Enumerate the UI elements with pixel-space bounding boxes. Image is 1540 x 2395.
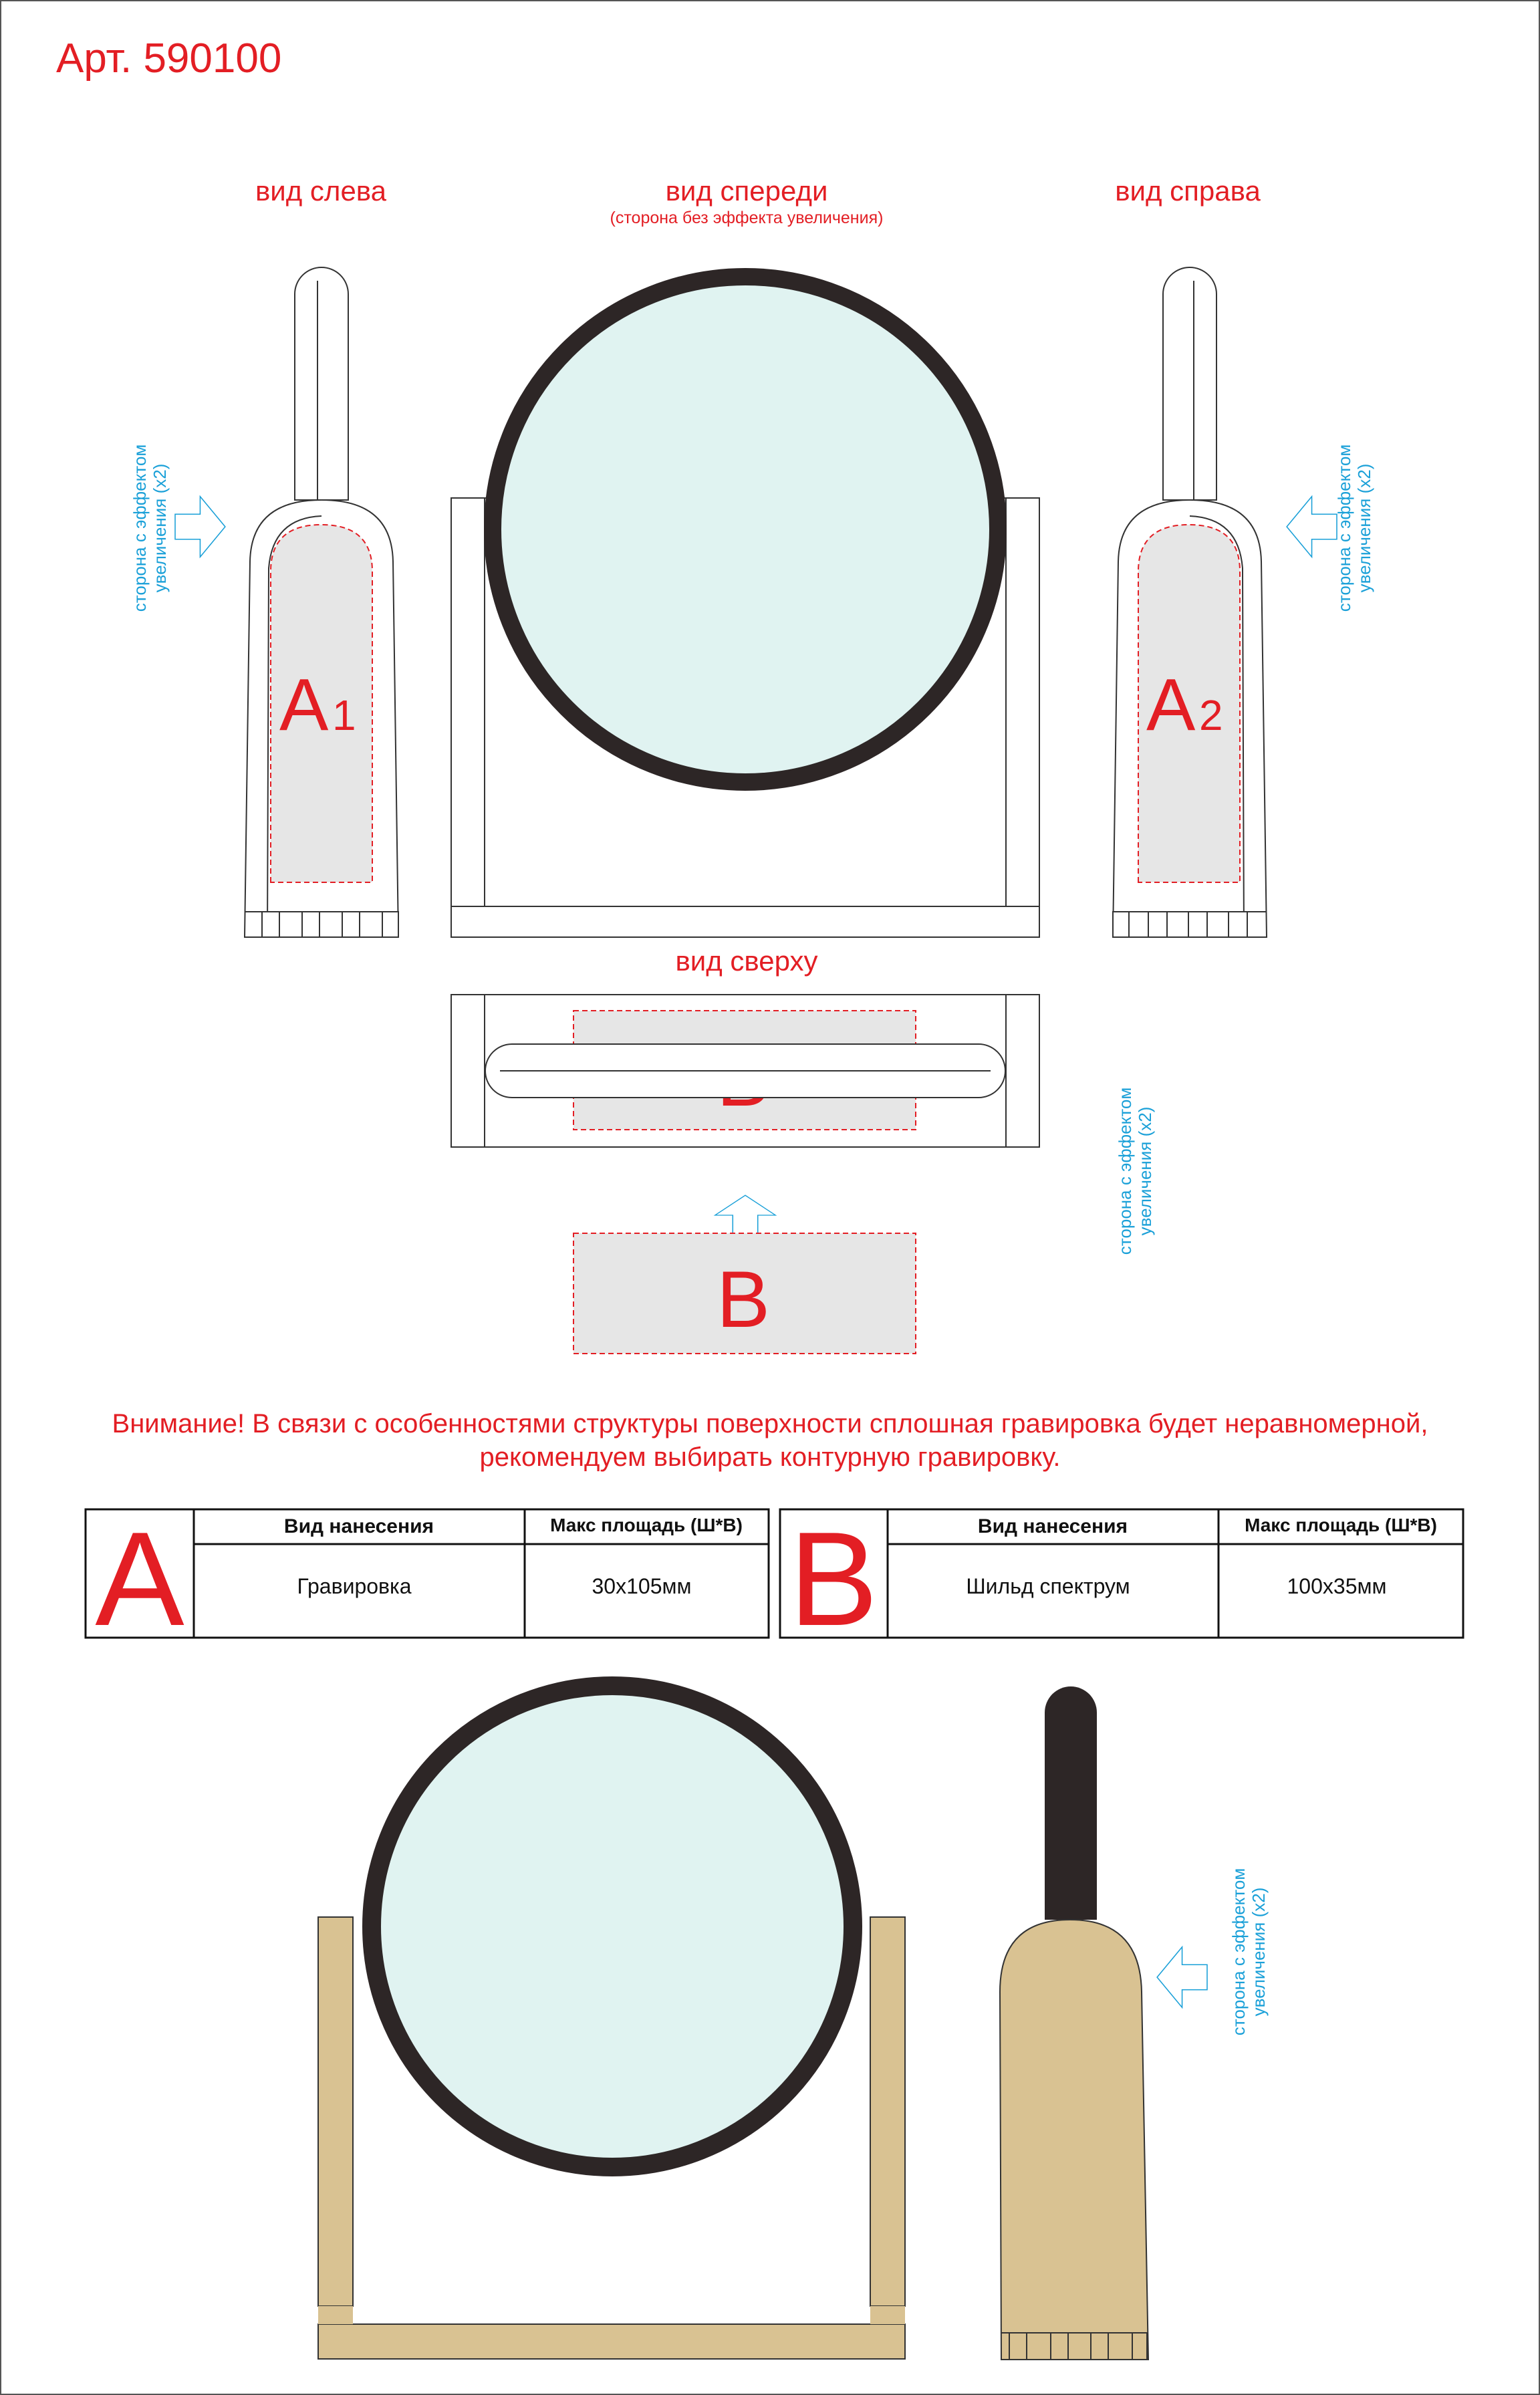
svg-text:увеличения (x2): увеличения (x2)	[1249, 1887, 1269, 2017]
table-b-area: 100x35мм	[1287, 1574, 1387, 1598]
top-magnify-label	[1115, 1088, 1155, 1255]
preview-front-base	[318, 2324, 905, 2359]
zone-a1-index: 1	[332, 691, 356, 739]
top-view-drawing	[451, 995, 1039, 1147]
left-magnify-arrow-icon	[175, 497, 225, 557]
view-front-label: вид спереди	[665, 175, 828, 207]
table-b-col-area: Макс площадь (Ш*В)	[1245, 1515, 1437, 1535]
svg-text:сторона с эффектом: сторона с эффектом	[1229, 1868, 1249, 2036]
zone-a2-index: 2	[1199, 691, 1223, 739]
warning-line-1: Внимание! В связи с особенностями структуры поверхности сплошная гравировка будет неравномерной,	[112, 1409, 1428, 1438]
table-a	[86, 1505, 769, 1654]
preview-side-body	[1000, 1920, 1148, 2360]
preview-front	[318, 1686, 905, 2359]
table-b	[780, 1505, 1463, 1654]
svg-text:сторона с эффектом: сторона с эффектом	[1115, 1087, 1135, 1255]
table-a-col-area: Макс площадь (Ш*В)	[550, 1515, 743, 1535]
svg-text:увеличения (x2): увеличения (x2)	[150, 463, 170, 593]
zone-b-plate-letter: B	[716, 1255, 771, 1344]
right-view-drawing	[1113, 267, 1267, 937]
svg-text:увеличения (x2): увеличения (x2)	[1135, 1106, 1155, 1236]
left-handle	[295, 267, 348, 500]
right-magnify-arrow-icon	[1287, 497, 1337, 557]
left-view-drawing	[245, 267, 398, 937]
view-front-note: (сторона без эффекта увеличения)	[610, 209, 884, 227]
view-left-label: вид слева	[255, 175, 387, 207]
table-b-method: Шильд спектрум	[966, 1574, 1130, 1598]
svg-text:сторона с эффектом: сторона с эффектом	[130, 444, 150, 612]
view-top-label: вид сверху	[675, 945, 818, 977]
plate-b	[573, 1233, 916, 1354]
svg-text:сторона с эффектом: сторона с эффектом	[1334, 444, 1354, 612]
svg-text:увеличения (x2): увеличения (x2)	[1354, 463, 1374, 593]
article-title: Арт. 590100	[56, 35, 282, 82]
zone-a1-letter: A	[279, 664, 329, 746]
preview-side-handle	[1045, 1686, 1097, 1920]
table-b-col-method: Вид нанесения	[977, 1515, 1128, 1537]
view-right-label: вид справа	[1115, 175, 1261, 207]
preview-magnify-arrow-icon	[1157, 1947, 1207, 2007]
table-a-area: 30x105мм	[592, 1574, 692, 1598]
table-a-col-method: Вид нанесения	[283, 1515, 434, 1537]
front-mirror	[493, 277, 998, 782]
table-a-letter: A	[95, 1505, 184, 1654]
front-view-drawing	[451, 277, 1039, 937]
preview-side	[1000, 1686, 1148, 2360]
warning-line-2: рекомендуем выбирать контурную гравировку.	[479, 1442, 1061, 1472]
table-b-letter: B	[789, 1505, 878, 1654]
right-magnify-label	[1334, 445, 1374, 612]
left-magnify-label	[130, 445, 170, 612]
preview-magnify-label	[1229, 1868, 1269, 2035]
right-handle	[1163, 267, 1216, 500]
top-magnify-arrow-icon	[715, 1195, 775, 1235]
zone-a2-letter: A	[1146, 664, 1196, 746]
table-a-method: Гравировка	[297, 1574, 412, 1598]
preview-front-mirror	[372, 1686, 853, 2167]
